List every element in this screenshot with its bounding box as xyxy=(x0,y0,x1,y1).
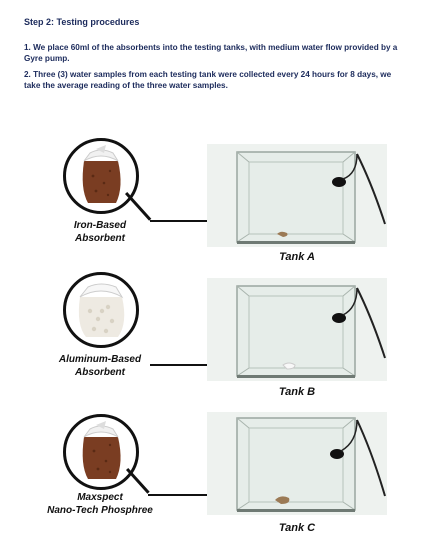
tank-c-image xyxy=(207,412,387,515)
step-title: Step 2: Testing procedures xyxy=(24,17,140,27)
aluminum-absorbent-bag-image xyxy=(63,272,139,348)
procedure-paragraph-1: 1. We place 60ml of the absorbents into the testing tanks, with medium water flow provided by a Gyre pump. xyxy=(24,43,398,63)
leader-line xyxy=(125,192,151,221)
tank-c-label: Tank C xyxy=(278,522,316,534)
tank-a-row xyxy=(0,130,430,263)
tank-a-image xyxy=(207,144,387,247)
tank-c-row xyxy=(0,400,430,534)
iron-absorbent-label: Iron-Based Absorbent xyxy=(73,220,127,244)
phosphree-label: Maxspect Nano-Tech Phosphree xyxy=(47,492,153,516)
procedure-paragraph-2: 2. Three (3) water samples from each testing tank were collected every 24 hours for 8 days, we take the average reading of the three water samples. xyxy=(24,70,392,90)
aluminum-absorbent-label: Aluminum-Based Absorbent xyxy=(58,354,142,378)
leader-line xyxy=(126,468,150,494)
tank-b-image xyxy=(207,278,387,381)
iron-absorbent-bag-image xyxy=(63,138,139,214)
phosphree-bag-image xyxy=(63,414,139,490)
tank-a-label: Tank A xyxy=(279,251,315,263)
tank-b-row xyxy=(0,264,430,398)
tank-b-label: Tank B xyxy=(278,386,316,398)
